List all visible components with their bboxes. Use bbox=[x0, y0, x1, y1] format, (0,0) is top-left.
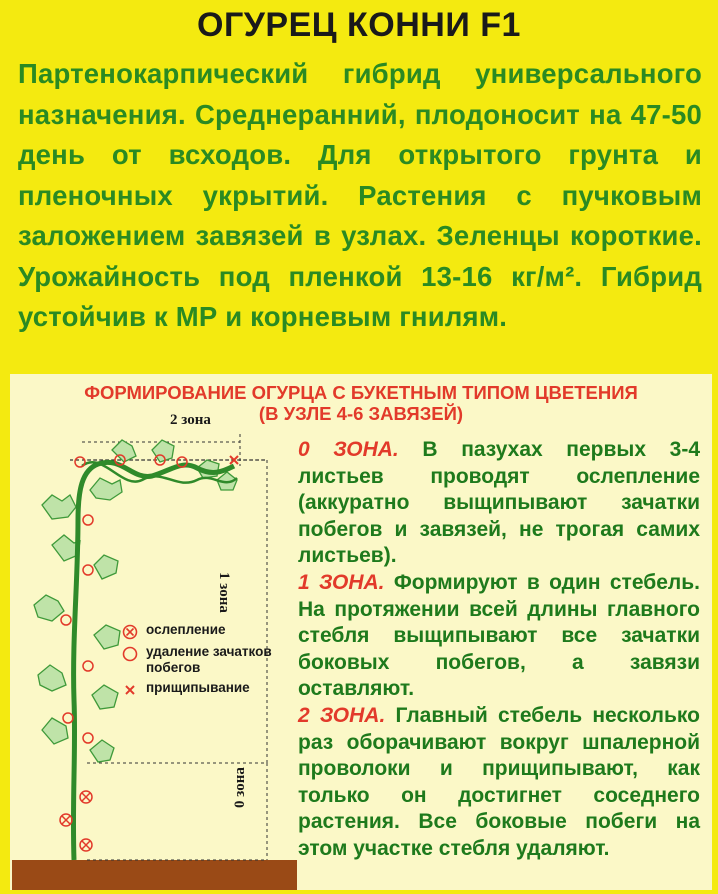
legend-item bbox=[122, 680, 292, 698]
diagram-legend bbox=[122, 622, 292, 702]
legend-label: прищипывание bbox=[146, 680, 250, 695]
zone-instructions bbox=[298, 437, 700, 863]
section-subtitle: (В УЗЛЕ 4-6 ЗАВЯЗЕЙ) bbox=[258, 403, 464, 424]
soil bbox=[12, 860, 297, 890]
legend-label: ослепление bbox=[146, 622, 226, 637]
zone-1-label: 1 зона bbox=[216, 572, 232, 613]
x-mark-icon bbox=[122, 682, 138, 698]
product-description: Партенокарпический гибрид универсального назначения. Среднеранний, плодоносит на 47-50 день от всходов. Для открытого грунта и пленочных укрытий. Растения с пучковым заложением завязей в узлах. Зеленцы короткие. Урожайность под пленкой 13-16 кг/м². Гибрид устойчив к МР и корневым гнилям. bbox=[18, 58, 702, 332]
zone-0-title: 0 ЗОНА. bbox=[298, 438, 399, 461]
zone-2-text: Главный стебель несколько раз оборачивают вокруг шпалерной проволоки и прищипывают, как только он достигнет соседнего растения. Все боковые побеги на этом участке стебля удаляют. bbox=[298, 703, 700, 860]
circle-x-icon bbox=[122, 624, 138, 640]
zone-2-title: 2 ЗОНА. bbox=[298, 703, 386, 727]
zone-1-instruction bbox=[298, 570, 700, 703]
zone-2-instruction bbox=[298, 703, 700, 863]
zone-0-instruction bbox=[298, 437, 700, 570]
zone-0-label: 0 зона bbox=[232, 767, 248, 808]
circle-icon bbox=[122, 646, 138, 662]
zone-2-label: 2 зона bbox=[170, 412, 211, 428]
zone-1-title: 1 ЗОНА. bbox=[298, 570, 385, 594]
zone-1-text: Формируют в один стебель. На протяжении всей длины главного стебля выщипывают все зачатки боковых побегов, а завязи оставляют. bbox=[298, 570, 700, 701]
legend-item bbox=[122, 622, 292, 640]
legend-item bbox=[122, 644, 292, 676]
section-title: ФОРМИРОВАНИЕ ОГУРЦА С БУКЕТНЫМ ТИПОМ ЦВЕТЕНИЯ bbox=[84, 382, 638, 403]
product-title: ОГУРЕЦ КОННИ F1 bbox=[197, 6, 521, 44]
legend-label: удаление зачатков побегов bbox=[146, 644, 272, 675]
zone-0-text: В пазухах первых 3-4 листьев проводят ослепление (аккуратно выщипывают зачатки побегов и завязей, не трогая самих листьев). bbox=[298, 438, 700, 568]
